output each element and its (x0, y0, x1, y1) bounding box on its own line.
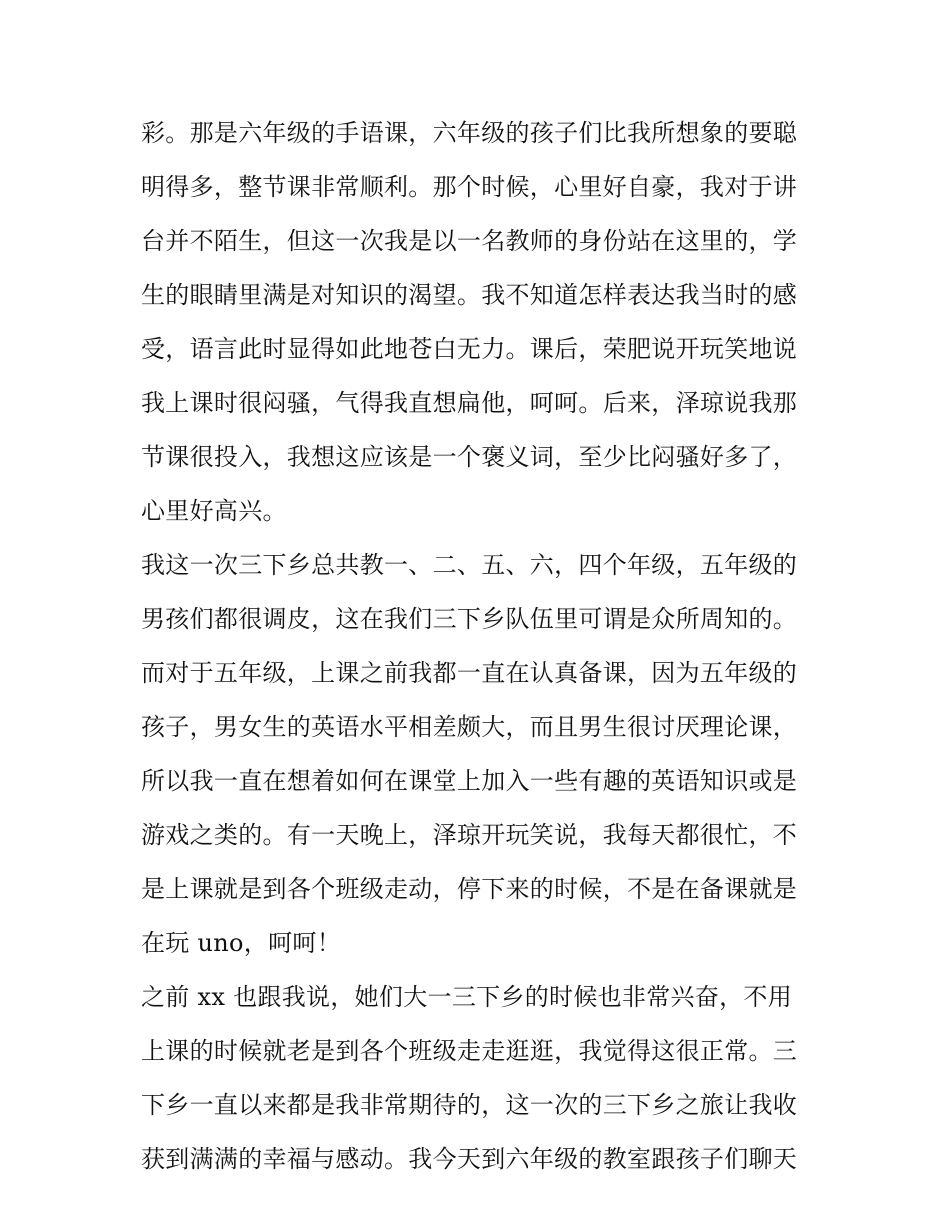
paragraph-3-line-3: 下乡一直以来都是我非常期待的，这一次的三下乡之旅让我收 (141, 1091, 798, 1119)
paragraph-1-line-5: 受，语言此时显得如此地苍白无力。课后，荣肥说开玩笑地说 (141, 335, 798, 363)
paragraph-1-line-8: 心里好高兴。 (141, 497, 287, 525)
paragraph-2-line-8: 在玩 uno，呵呵！ (141, 929, 341, 957)
paragraph-1-line-1: 彩。那是六年级的手语课，六年级的孩子们比我所想象的要聪 (141, 119, 798, 147)
paragraph-2-line-1: 我这一次三下乡总共教一、二、五、六，四个年级，五年级的 (141, 551, 798, 579)
paragraph-1-line-3: 台并不陌生，但这一次我是以一名教师的身份站在这里的，学 (141, 227, 798, 255)
paragraph-2-line-2: 男孩们都很调皮，这在我们三下乡队伍里可谓是众所周知的。 (141, 605, 798, 633)
paragraph-2-line-6: 游戏之类的。有一天晚上，泽琼开玩笑说，我每天都很忙，不 (141, 821, 798, 849)
paragraph-1-line-6: 我上课时很闷骚，气得我直想扁他，呵呵。后来，泽琼说我那 (141, 389, 798, 417)
paragraph-3-line-2: 上课的时候就老是到各个班级走走逛逛，我觉得这很正常。三 (141, 1037, 798, 1065)
paragraph-2-line-7: 是上课就是到各个班级走动，停下来的时候，不是在备课就是 (141, 875, 798, 903)
paragraph-1-line-7: 节课很投入，我想这应该是一个褒义词，至少比闷骚好多了， (141, 443, 798, 471)
paragraph-1-line-4: 生的眼睛里满是对知识的渴望。我不知道怎样表达我当时的感 (141, 281, 798, 309)
paragraph-1-line-2: 明得多，整节课非常顺利。那个时候，心里好自豪，我对于讲 (141, 173, 798, 201)
document-body (141, 106, 821, 1186)
paragraph-3-line-1: 之前 xx 也跟我说，她们大一三下乡的时候也非常兴奋，不用 (141, 983, 793, 1011)
paragraph-2-line-3: 而对于五年级，上课之前我都一直在认真备课，因为五年级的 (141, 659, 798, 687)
paragraph-3-line-4: 获到满满的幸福与感动。我今天到六年级的教室跟孩子们聊天 (141, 1145, 798, 1173)
paragraph-2-line-4: 孩子，男女生的英语水平相差颇大，而且男生很讨厌理论课， (141, 713, 798, 741)
paragraph-2-line-5: 所以我一直在想着如何在课堂上加入一些有趣的英语知识或是 (141, 767, 798, 795)
